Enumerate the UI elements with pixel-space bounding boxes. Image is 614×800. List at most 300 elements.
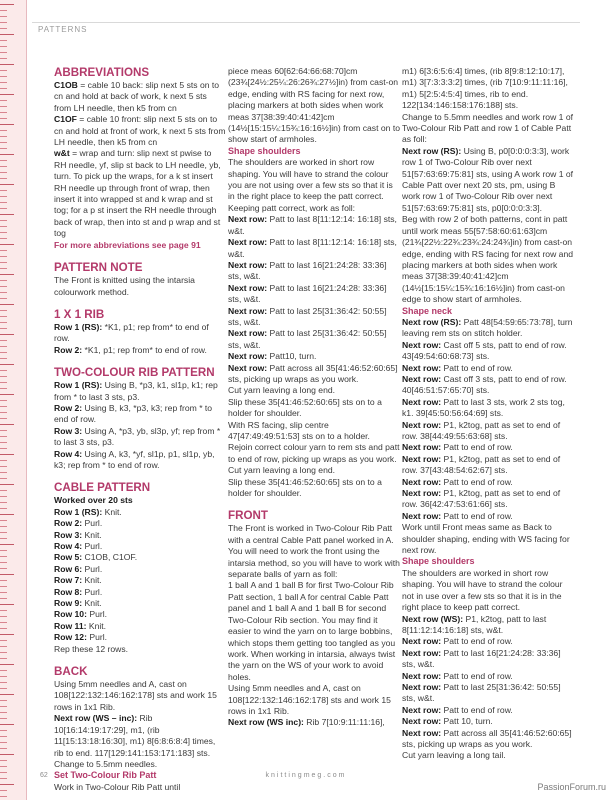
ruler-tick: [0, 664, 14, 665]
ruler-tick: [0, 322, 7, 323]
instruction-paragraph: [402, 716, 574, 727]
ruler-tick: [0, 568, 7, 569]
instruction-label: Next row:: [402, 488, 442, 499]
ruler-tick: [0, 28, 7, 29]
instruction-text: = cable 10 back: slip next 5 sts on to cn and hold at back of work, k next 5 sts from LH needle, then k5 from cn: [54, 80, 220, 113]
instruction-text: Using 5mm needles and A, cast on 108[122:132:146:162:178] sts and work 15 rows in 1x1 Rib.: [228, 683, 391, 716]
instruction-paragraph: [228, 683, 400, 717]
instruction-text: Using B, p0[0:0:0:3:3], work row 1 of Two-Colour Rib over next 51[57:63:69:75:81] sts, using A work row 1 of Cable Patt over next 20 sts, pm, using B work row 1 of Two-Colour Rib over next 51[57:63:69:75:81] sts, p0[0:0:0:3:3].: [402, 145, 574, 213]
instruction-text: Using 5mm needles and A, cast on 108[122:132:146:162:178] sts and work 15 rows in 1x1 Rib.: [54, 679, 217, 712]
instruction-label: Row 12:: [54, 632, 87, 643]
ruler-tick: [0, 472, 7, 473]
instruction-label: Row 2:: [54, 402, 83, 413]
ruler-tick: [0, 346, 7, 347]
ruler-tick: [0, 148, 7, 149]
ruler-tick: [0, 496, 7, 497]
instruction-paragraph: [228, 214, 400, 237]
ruler-tick: [0, 292, 7, 293]
footer-site: knittingmeg.com: [265, 772, 347, 779]
instruction-text: = cable 10 front: slip next 5 sts on to cn and hold at front of work, k next 5 sts from LH needle, then k5 from cn: [54, 114, 226, 148]
ruler-tick: [0, 190, 7, 191]
instruction-paragraph: [402, 750, 574, 761]
ruler-tick: [0, 196, 7, 197]
ruler-tick: [0, 310, 7, 311]
ruler-tick: [0, 238, 7, 239]
ruler-tick: [0, 268, 7, 269]
ruler-tick: [0, 754, 14, 755]
abbreviations-link: For more abbreviations see page 91: [54, 239, 201, 250]
ruler-tick: [0, 688, 7, 689]
ruler-tick: [0, 250, 7, 251]
ruler-tick: [0, 262, 7, 263]
ruler-tick: [0, 412, 7, 413]
instruction-text: = wrap and turn: slip next st pwise to RH needle, yf, slip st back to LH needle, yb, turn. To pick up the wraps, for a k st insert RH needle up through front of wrap, then insert it into wrapped st and k wrap and st tog; for a p st insert the RH needle through back of wrap, then into st and p wrap and st tog: [54, 148, 221, 239]
instruction-text: Change to 5.5mm needles and work row 1 of Two-Colour Rib Patt and row 1 of Cable Patt as foll:: [402, 111, 574, 145]
column-middle: [228, 66, 400, 729]
instruction-paragraph: [54, 345, 226, 356]
instruction-label: Row 11:: [54, 620, 87, 631]
ruler-tick: [0, 70, 7, 71]
instruction-label: Row 4:: [54, 541, 83, 551]
instruction-text: The shoulders are worked in short row shaping. You will have to strand the colour not in use over a few sts so that it is in the right place to keep patt correct.: [402, 567, 563, 613]
ruler-tick: [0, 142, 7, 143]
section-heading: FRONT: [228, 509, 268, 523]
spacer: [228, 499, 400, 509]
instruction-label: Row 6:: [54, 563, 83, 574]
instruction-label: Next row:: [402, 647, 442, 658]
section-heading: ABBREVIATIONS: [54, 66, 150, 79]
ruler-strip: [0, 0, 27, 800]
instruction-text: Using B, *p3, k1, sl1p, k1; rep from * to last 3 sts, p3.: [54, 380, 218, 402]
instruction-paragraph: [402, 511, 574, 522]
ruler-tick: [0, 526, 7, 527]
ruler-tick: [0, 478, 7, 479]
ruler-tick: [0, 208, 7, 209]
instruction-paragraph: [228, 237, 400, 260]
instruction-text: Patt 10, turn.: [441, 716, 493, 727]
ruler-tick: [0, 772, 7, 773]
instruction-paragraph: [54, 380, 226, 403]
ruler-tick: [0, 298, 7, 299]
instruction-paragraph: [228, 442, 400, 476]
ruler-tick: [0, 328, 7, 329]
instruction-text: Patt to end of row.: [441, 442, 513, 453]
instruction-text: Work in Two-Colour Rib Patt until: [54, 781, 181, 792]
instruction-text: Patt to last 16[21:24:28: 33:36] sts, w&t.: [228, 282, 387, 305]
instruction-text: P1, k2tog, patt as set to end of row. 37[43:48:54:62:67] sts.: [402, 453, 561, 476]
ruler-tick: [0, 406, 7, 407]
instruction-label: Next row:: [228, 214, 268, 225]
instruction-text: Cast off 5 sts, patt to end of row. 43[49:54:60:68:73] sts.: [402, 339, 567, 362]
instruction-paragraph: [54, 679, 226, 713]
instruction-paragraph: [402, 705, 574, 716]
instruction-label: Next row (WS – inc):: [54, 713, 138, 724]
instruction-label: Worked over 20 sts: [54, 495, 133, 506]
ruler-tick: [0, 418, 7, 419]
ruler-tick: [0, 550, 7, 551]
instruction-paragraph: [54, 713, 226, 770]
instruction-paragraph: [54, 575, 226, 586]
instruction-label: C1OF: [54, 114, 77, 125]
ruler-tick: [0, 154, 14, 155]
ruler-tick: [0, 580, 7, 581]
instruction-text: Rib 10[16:14:19:17:29], m1, (rib 11[15:13:18:16:30], m1) 8[6:8:6:8:4] times, rib to end. 117[129:141:153:171:183] sts. Change to 5.5mm needles.: [54, 713, 216, 769]
ruler-tick: [0, 736, 7, 737]
ruler-tick: [0, 352, 7, 353]
instruction-label: Next row:: [402, 727, 442, 738]
section-heading: 1 X 1 RIB: [54, 307, 105, 321]
ruler-tick: [0, 220, 7, 221]
instruction-label: Row 7:: [54, 575, 83, 586]
instruction-label: Row 8:: [54, 586, 83, 597]
ruler-tick: [0, 766, 7, 767]
instruction-text: Knit.: [86, 620, 107, 631]
section-heading: Shape neck: [402, 305, 453, 316]
instruction-text: Using B, k3, *p3, k3; rep from * to end of row.: [54, 402, 213, 425]
instruction-label: Next row:: [402, 716, 442, 727]
instruction-paragraph: [402, 614, 574, 637]
instruction-label: Row 1 (RS):: [54, 321, 103, 332]
instruction-label: Next row:: [228, 259, 268, 270]
instruction-paragraph: [54, 541, 226, 552]
instruction-label: Row 3:: [54, 425, 83, 436]
instruction-paragraph: [54, 114, 226, 148]
instruction-label: Next row:: [402, 510, 442, 521]
instruction-paragraph: [54, 598, 226, 609]
instruction-paragraph: [402, 442, 574, 453]
ruler-tick: [0, 718, 7, 719]
instruction-text: P1, k2tog, patt as set to end of row. 38[44:49:55:63:68] sts.: [402, 419, 561, 441]
instruction-label: Next row (RS):: [402, 316, 462, 327]
instruction-text: Knit.: [82, 529, 102, 540]
spacer: [54, 356, 226, 366]
instruction-label: Next row:: [402, 670, 442, 681]
ruler-tick: [0, 376, 7, 377]
column-left: [54, 66, 226, 793]
ruler-tick: [0, 274, 14, 275]
instruction-text: Purl.: [82, 541, 103, 551]
instruction-text: P1, k2tog, patt to last 8[11:12:14:16:18] sts, w&t.: [402, 613, 547, 635]
spacer: [54, 471, 226, 481]
watermark: PassionForum.ru: [537, 782, 606, 792]
instruction-paragraph: [54, 80, 226, 114]
instruction-label: Row 10:: [54, 609, 87, 620]
ruler-tick: [0, 370, 7, 371]
instruction-paragraph: [54, 587, 226, 598]
section-heading: Shape shoulders: [402, 556, 475, 567]
instruction-paragraph: [402, 420, 574, 443]
ruler-tick: [0, 214, 14, 215]
ruler-tick: [0, 454, 14, 455]
ruler-tick: [0, 334, 14, 335]
ruler-tick: [0, 634, 14, 635]
ruler-tick: [0, 52, 7, 53]
ruler-tick: [0, 112, 7, 113]
ruler-tick: [0, 616, 7, 617]
ruler-tick: [0, 76, 7, 77]
ruler-tick: [0, 316, 7, 317]
instruction-paragraph: [54, 632, 226, 643]
ruler-tick: [0, 592, 7, 593]
instruction-text: Knit.: [102, 506, 122, 517]
instruction-text: Slip these 35[41:46:52:60:65] sts on to a holder for shoulder.: [228, 476, 382, 499]
ruler-tick: [0, 430, 7, 431]
instruction-paragraph: [402, 568, 574, 614]
ruler-tick: [0, 556, 7, 557]
instruction-text: Purl.: [86, 609, 108, 620]
ruler-tick: [0, 136, 7, 137]
ruler-tick: [0, 100, 7, 101]
instruction-paragraph: [402, 728, 574, 751]
ruler-tick: [0, 610, 7, 611]
ruler-tick: [0, 604, 14, 605]
instruction-paragraph: [402, 66, 574, 112]
ruler-tick: [0, 4, 14, 5]
instruction-text: 1 ball A and 1 ball B for first Two-Colour Rib Patt section, 1 ball A for central Cable Patt panel and 1 ball A and 1 ball B for second Two-Colour Rib section. You may find it easier to wind the yarn on to large bobbins, which stops them getting too tangled as you work. When working in intarsia, always twist the yarn on the WS of your work to avoid holes.: [228, 580, 396, 682]
instruction-text: P1, k2tog, patt as set to end of row. 36[42:47:53:61:66] sts.: [402, 488, 561, 510]
instruction-text: Patt to end of row.: [441, 476, 513, 487]
instruction-paragraph: [402, 397, 574, 420]
instruction-text: Slip these 35[41:46:52:60:65] sts on to a holder for shoulder.: [228, 396, 382, 419]
ruler-tick: [0, 82, 7, 83]
ruler-tick: [0, 184, 14, 185]
instruction-paragraph: [228, 306, 400, 329]
ruler-tick: [0, 64, 14, 65]
instruction-paragraph: [54, 782, 226, 793]
ruler-tick: [0, 40, 7, 41]
instruction-text: Patt to last 16[21:24:28: 33:36] sts, w&t.: [228, 259, 387, 282]
instruction-text: Cut yarn leaving a long tail.: [402, 750, 506, 761]
ruler-tick: [0, 226, 7, 227]
instruction-text: Patt across all 35[41:46:52:60:65] sts, picking up wraps as you work.: [228, 362, 398, 384]
instruction-text: Rejoin correct colour yarn to rem sts and patt to end of row, picking up wraps as you work. Cut yarn leaving a long end.: [228, 442, 400, 476]
ruler-tick: [0, 130, 7, 131]
instruction-label: Row 9:: [54, 598, 83, 609]
ruler-tick: [0, 520, 7, 521]
ruler-tick: [0, 586, 7, 587]
column-right: [402, 66, 574, 762]
ruler-tick: [0, 388, 7, 389]
ruler-tick: [0, 460, 7, 461]
instruction-paragraph: [54, 322, 226, 345]
instruction-paragraph: [402, 214, 574, 305]
ruler-tick: [0, 88, 7, 89]
instruction-label: Next row:: [402, 453, 442, 464]
ruler-tick: [0, 790, 7, 791]
instruction-paragraph: [228, 66, 400, 146]
instruction-paragraph: [228, 363, 400, 386]
instruction-text: Patt to last 8[11:12:14: 16:18] sts, w&t.: [228, 237, 397, 259]
instruction-paragraph: [54, 148, 226, 239]
instruction-paragraph: [402, 146, 574, 214]
ruler-tick: [0, 628, 7, 629]
instruction-paragraph: [54, 275, 226, 298]
instruction-text: Patt to last 25[31:36:42: 50:55] sts, w&t.: [228, 328, 387, 350]
instruction-paragraph: [402, 374, 574, 397]
ruler-tick: [0, 202, 7, 203]
ruler-tick: [0, 730, 7, 731]
ruler-tick: [0, 280, 7, 281]
ruler-tick: [0, 640, 7, 641]
ruler-tick: [0, 676, 7, 677]
instruction-label: Row 1 (RS):: [54, 380, 103, 391]
instruction-text: Beg with row 2 of both patterns, cont in patt until work meas 55[57:58:60:61:63]cm (21¾[22½:22¾:23¾:24:24¾]in) from cast-on edge, ending with RS facing for next row and placing markers at both sides when work meas 37[38:39:40:41:42]cm (14½[15:15¼:15¾:16:16½]in) from cast-on edge to show start of armholes.: [402, 214, 574, 305]
ruler-tick: [0, 178, 7, 179]
ruler-tick: [0, 400, 7, 401]
instruction-label: Next row:: [402, 396, 442, 407]
instruction-label: Next row:: [402, 362, 442, 373]
instruction-text: Patt to last 8[11:12:14: 16:18] sts, w&t.: [228, 214, 397, 236]
instruction-paragraph: [54, 495, 226, 506]
ruler-tick: [0, 394, 14, 395]
ruler-tick: [0, 106, 7, 107]
ruler-tick: [0, 442, 7, 443]
instruction-text: Patt to end of row.: [441, 670, 513, 681]
instruction-paragraph: [228, 580, 400, 683]
instruction-text: The shoulders are worked in short row shaping. You will have to strand the colour you are not using over a few sts so that it is in the right place to keep the patt correct.: [228, 157, 393, 202]
ruler-tick: [0, 286, 7, 287]
page-number: 62: [40, 772, 48, 779]
ruler-tick: [0, 424, 14, 425]
spacer: [54, 655, 226, 665]
instruction-paragraph: [402, 317, 574, 340]
ruler-tick: [0, 118, 7, 119]
instruction-text: Patt to end of row.: [441, 362, 513, 373]
ruler-tick: [0, 34, 14, 35]
instruction-text: Using A, k3, *yf, sl1p, p1, sl1p, yb, k3; rep from * to end of row.: [54, 448, 215, 470]
instruction-paragraph: [228, 477, 400, 500]
ruler-tick: [0, 544, 14, 545]
instruction-text: *K1, p1; rep from* to end of row.: [82, 344, 207, 355]
instruction-label: Next row (WS):: [402, 613, 464, 624]
instruction-paragraph: [54, 564, 226, 575]
ruler-tick: [0, 532, 7, 533]
ruler-tick: [0, 646, 7, 647]
instruction-label: Next row:: [402, 373, 442, 384]
ruler-tick: [0, 652, 7, 653]
ruler-tick: [0, 484, 14, 485]
instruction-text: Keeping patt correct, work as foll:: [228, 202, 356, 213]
instruction-text: Purl.: [82, 518, 103, 529]
instruction-text: Knit.: [82, 575, 102, 586]
instruction-paragraph: [402, 522, 574, 556]
section-heading: CABLE PATTERN: [54, 481, 151, 495]
instruction-text: *K1, p1; rep from* to end of row.: [54, 321, 209, 344]
instruction-label: Next row:: [402, 419, 442, 430]
instruction-paragraph: [54, 507, 226, 518]
ruler-tick: [0, 694, 14, 695]
instruction-paragraph: [402, 340, 574, 363]
instruction-label: Next row:: [402, 442, 442, 453]
instruction-text: Patt 48[54:59:65:73:78], turn leaving rem sts on stitch holder.: [402, 316, 573, 339]
instruction-label: Next row:: [228, 362, 268, 373]
instruction-text: Patt to last 16[21:24:28: 33:36] sts, w&t.: [402, 647, 561, 670]
section-heading: PATTERN NOTE: [54, 261, 143, 275]
instruction-label: Row 4:: [54, 448, 83, 459]
instruction-paragraph: [228, 283, 400, 306]
instruction-text: Rep these 12 rows.: [54, 643, 129, 654]
instruction-label: w&t: [54, 148, 70, 159]
ruler-tick: [0, 622, 7, 623]
instruction-paragraph: [228, 260, 400, 283]
instruction-label: Next row:: [228, 328, 268, 339]
spacer: [54, 298, 226, 308]
instruction-paragraph: [228, 157, 400, 203]
instruction-paragraph: [228, 397, 400, 420]
instruction-paragraph: [402, 671, 574, 682]
instruction-label: Next row:: [228, 282, 268, 293]
instruction-label: Row 5:: [54, 552, 83, 563]
ruler-tick: [0, 508, 7, 509]
spacer: [54, 251, 226, 261]
instruction-text: Work until Front meas same as Back to shoulder shaping, ending with WS facing for next row.: [402, 522, 570, 556]
ruler-tick: [0, 724, 14, 725]
section-heading: TWO-COLOUR RIB PATTERN: [54, 366, 215, 380]
instruction-label: Next row:: [228, 305, 268, 316]
instruction-text: piece meas 60[62:64:66:68:70]cm (23¾[24½:25¼:26:26¾:27½]in) from cast-on edge, ending with RS facing for next row, placing markers at both sides when work meas 37[38:39:40:41:42]cm (14½[15:15¼:15¾:16:16½]in) from cast on to show start of armholes.: [228, 66, 400, 145]
instruction-text: Purl.: [82, 586, 103, 597]
instruction-text: Patt to last 3 sts, work 2 sts tog, k1. 39[45:50:56:64:69] sts.: [402, 396, 565, 419]
instruction-text: Patt across all 35[41:46:52:60:65] sts, picking up wraps as you work.: [402, 727, 572, 749]
instruction-paragraph: [54, 518, 226, 529]
ruler-tick: [0, 514, 14, 515]
instruction-paragraph: [402, 112, 574, 146]
ruler-tick: [0, 682, 7, 683]
instruction-paragraph: [402, 477, 574, 488]
ruler-tick: [0, 748, 7, 749]
ruler-tick: [0, 232, 7, 233]
ruler-tick: [0, 358, 7, 359]
ruler-tick: [0, 124, 14, 125]
page-header: [32, 22, 580, 37]
ruler-tick: [0, 502, 7, 503]
instruction-paragraph: [228, 717, 400, 728]
ruler-tick: [0, 760, 7, 761]
instruction-paragraph: [54, 426, 226, 449]
instruction-paragraph: [402, 488, 574, 511]
instruction-label: Next row:: [402, 476, 442, 487]
ruler-tick: [0, 742, 7, 743]
ruler-tick: [0, 490, 7, 491]
instruction-text: Knit.: [82, 598, 102, 609]
instruction-label: Row 3:: [54, 529, 83, 540]
ruler-tick: [0, 538, 7, 539]
ruler-tick: [0, 796, 7, 797]
instruction-paragraph: [402, 454, 574, 477]
ruler-tick: [0, 598, 7, 599]
ruler-tick: [0, 304, 14, 305]
ruler-tick: [0, 658, 7, 659]
instruction-paragraph: [402, 636, 574, 647]
instruction-paragraph: [54, 403, 226, 426]
instruction-text: With RS facing, slip centre 47[47:49:49:51:53] sts on to a holder.: [228, 419, 370, 441]
instruction-text: Cast off 3 sts, patt to end of row. 40[46:51:57:65:70] sts.: [402, 373, 567, 396]
ruler-tick: [0, 244, 14, 245]
instruction-text: Patt10, turn.: [267, 351, 317, 362]
instruction-paragraph: [402, 648, 574, 671]
instruction-paragraph: [54, 621, 226, 632]
ruler-tick: [0, 562, 7, 563]
instruction-text: Patt to last 25[31:36:42: 50:55] sts, w&t.: [228, 305, 387, 327]
ruler-tick: [0, 46, 7, 47]
ruler-tick: [0, 778, 7, 779]
instruction-paragraph: [228, 351, 400, 362]
instruction-paragraph: [228, 328, 400, 351]
section-heading: Shape shoulders: [228, 145, 301, 156]
instruction-text: Using A, *p3, yb, sl3p, yf; rep from * to last 3 sts, p3.: [54, 425, 221, 448]
ruler-tick: [0, 364, 14, 365]
instruction-text: The Front is worked in Two-Colour Rib Patt with a central Cable Patt panel worked in A. You will need to work the front using the intarsia method, so you will have to work with separate balls of yarn as foll:: [228, 523, 400, 580]
